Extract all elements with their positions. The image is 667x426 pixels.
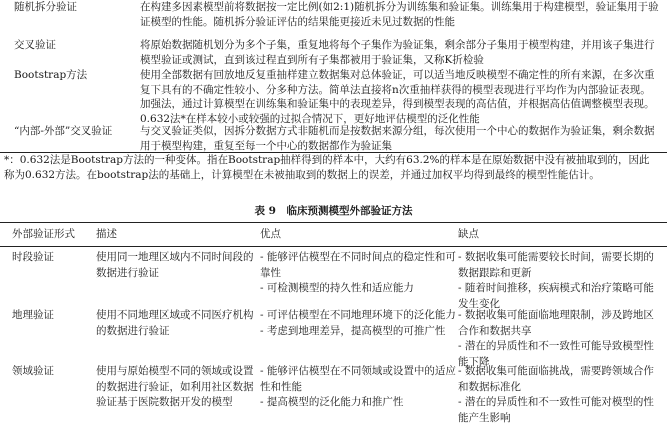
method-description: 在构建多因素模型前将数据按一定比例(如2:1)随机拆分为训练集和验证集。训练集用于构建模型，验证集用于验证模型的性能。随机拆分验证评估的结果能更接近未见过数据的性能 [140, 1, 659, 28]
header-cons: 缺点 [458, 228, 479, 240]
pros-cell: - 能够评估模型在不同时间点的稳定性和可靠性 - 可检测模型的持久性和适应能力 [260, 251, 456, 294]
method-name: 交叉验证 [14, 39, 56, 51]
header-pros: 优点 [260, 228, 281, 240]
pros-cell: - 可评估模型在不同地理环境下的泛化能力 - 考虑到地理差异，提高模型的可推广性 [260, 309, 456, 337]
description-cell: 使用不同地理区域或不同医疗机构的数据进行验证 [96, 309, 254, 337]
method-name: 随机拆分验证 [14, 1, 77, 13]
table-header [0, 222, 667, 246]
form-cell: 地理验证 [12, 309, 54, 321]
cons-cell: - 数据收集可能面临挑战，需要跨领域合作和数据标准化 - 潜在的异质性和不一致性可能对模型的性能产生影响 [458, 365, 654, 424]
header-form: 外部验证形式 [12, 228, 75, 240]
cons-cell: - 数据收集可能面临地理限制，涉及跨地区合作和数据共享 - 潜在的异质性和不一致性可能导致模型性能下降 [458, 309, 654, 368]
method-description: 将原始数据随机划分为多个子集，重复地将每个子集作为验证集，剩余部分子集用于模型构建，并用该子集进行模型验证或测试，直到该过程直到所有子集都被用于验证集，又称K折检验 [140, 39, 655, 66]
method-description: 使用全部数据有回放地反复重抽样建立数据集对总体验证，可以适当地反映模型不确定性的所有来源，在多次重复下具有的不确定性较小、分多种方法。简单法直接将n次重抽样获得的模型表现进行平均作为内部验证表现。加强法，通过计算模型在训练集和验证集中的表现差异，得到模型表现的高估值，并根据高估值调整模型表现。0.632法*在样本较小或较强的过拟合情况下，更好地评估模型的泛化性能 [140, 69, 655, 125]
description-cell: 使用与原始模型不同的领域或设置的数据进行验证，如利用社区数据验证基于医院数据开发的模型 [96, 365, 254, 408]
form-cell: 时段验证 [12, 251, 54, 263]
cons-cell: - 数据收集可能需要较长时间，需要长期的数据跟踪和更新 - 随着时间推移，疾病模式和治疗策略可能发生变化 [458, 251, 654, 310]
table-header-rule [0, 246, 667, 247]
pros-cell: - 能够评估模型在不同领域或设置中的适应性和性能 - 提高模型的泛化能力和推广性 [260, 365, 456, 408]
form-cell: 领域验证 [12, 365, 54, 377]
method-name: “内部-外部”交叉验证 [14, 125, 113, 137]
table-8-footnote: *：0.632法是Bootstrap方法的一种变体。指在Bootstrap抽样得到的样本中，大约有63.2%的样本是在原始数据中没有被抽取到的，因此称为0.632方法。在bootstrap法的基础上，计算模型在未被抽取到的数据上的误差，并通过加权平均得到最终的模型性能估计。 [4, 154, 650, 181]
method-description: 与交叉验证类似，因拆分数据方式非随机而是按数据来源分组，每次使用一个中心的数据作为验证集，剩余数据用于模型构建，重复至每一个中心的数据都作为验证集 [140, 125, 655, 152]
header-description: 描述 [96, 228, 117, 240]
description-cell: 使用同一地理区域内不同时间段的数据进行验证 [96, 251, 254, 279]
method-name: Bootstrap方法 [14, 69, 88, 81]
table-9-caption: 表 9 临床预测模型外部验证方法 [254, 205, 413, 217]
